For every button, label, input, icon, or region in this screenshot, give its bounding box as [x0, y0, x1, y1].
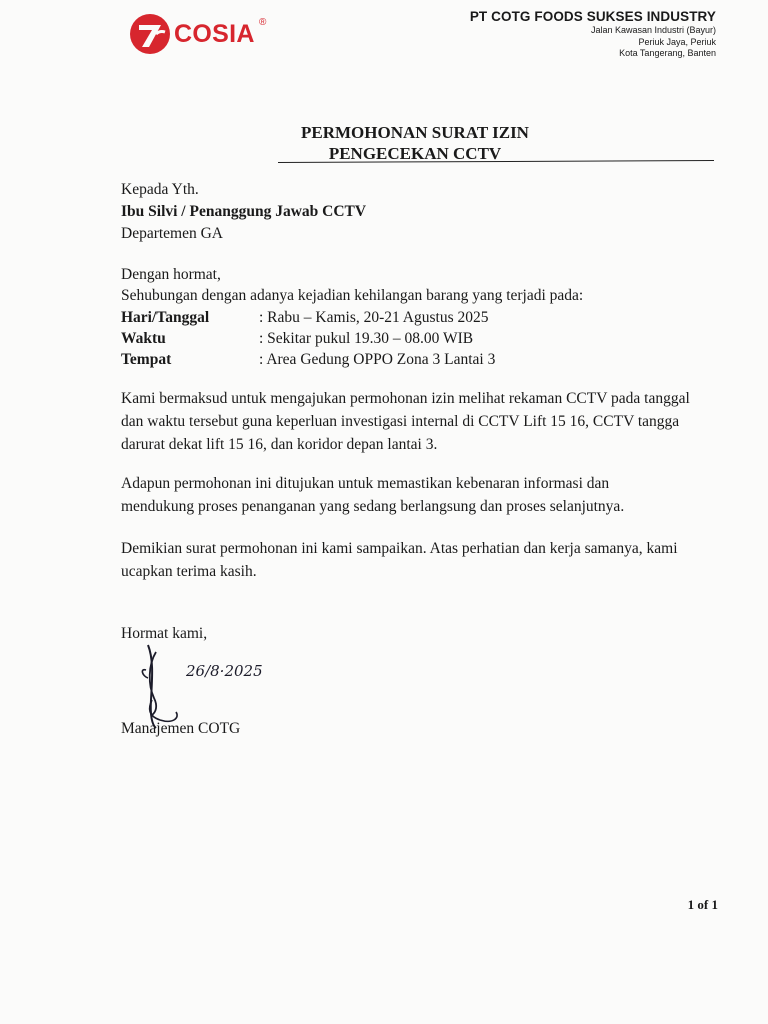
detail-value: : Area Gedung OPPO Zona 3 Lantai 3 [259, 351, 496, 368]
company-address-line: Jalan Kawasan Industri (Bayur) [590, 25, 716, 35]
detail-row-place [121, 350, 495, 370]
page-number: 1 of 1 [687, 897, 718, 912]
paragraph-closing [121, 537, 721, 583]
detail-row-time [121, 329, 473, 349]
detail-value: : Sekitar pukul 19.30 – 08.00 WIB [259, 330, 474, 347]
detail-label: Waktu [121, 330, 166, 347]
title-line-1: PERMOHONAN SURAT IZIN [301, 123, 529, 142]
paragraph-line: Adapun permohonan ini ditujukan untuk memastikan kebenaran informasi dan [121, 475, 610, 492]
company-address-line: Kota Tangerang, Banten [619, 48, 716, 58]
paragraph-line: ucapkan terima kasih. [121, 563, 257, 580]
company-info [470, 9, 716, 60]
title-line-2: PENGECEKAN CCTV [328, 144, 502, 163]
intro-line: Sehubungan dengan adanya kejadian kehilangan barang yang terjadi pada: [121, 287, 584, 304]
paragraph-purpose [121, 472, 721, 518]
company-logo [128, 10, 278, 58]
detail-label: Hari/Tanggal [121, 309, 210, 326]
detail-label: Tempat [121, 351, 172, 368]
company-name: PT COTG FOODS SUKSES INDUSTRY [469, 9, 716, 24]
paragraph-line: darurat dekat lift 15 16, dan koridor depan lantai 3. [121, 436, 438, 453]
paragraph-line: dan waktu tersebut guna keperluan investigasi internal di CCTV Lift 15 16, CCTV tangga [121, 413, 680, 430]
detail-row-date [121, 308, 489, 328]
recipient-salutation: Kepada Yth. [121, 181, 199, 198]
detail-value: : Rabu – Kamis, 20-21 Agustus 2025 [259, 309, 489, 326]
recipient-name: Ibu Silvi / Penanggung Jawab CCTV [121, 203, 367, 220]
greeting: Dengan hormat, [121, 266, 221, 283]
paragraph-request [121, 387, 721, 456]
logo-text: COSIA [174, 20, 255, 48]
regards: Hormat kami, [121, 625, 208, 642]
paragraph-line: Kami bermaksud untuk mengajukan permohonan izin melihat rekaman CCTV pada tanggal [121, 390, 690, 407]
document-title [220, 122, 610, 164]
paragraph-line: mendukung proses penanganan yang sedang berlangsung dan proses selanjutnya. [121, 498, 625, 515]
logo-mark-icon [128, 10, 176, 58]
signatory: Manajemen COTG [121, 720, 241, 737]
signature-date: 26/8·2025 [186, 662, 263, 680]
company-address-line: Periuk Jaya, Periuk [638, 36, 716, 47]
paragraph-line: Demikian surat permohonan ini kami sampaikan. Atas perhatian dan kerja samanya, kami [121, 540, 678, 557]
registered-mark: ® [259, 17, 267, 28]
recipient-department: Departemen GA [121, 225, 223, 242]
